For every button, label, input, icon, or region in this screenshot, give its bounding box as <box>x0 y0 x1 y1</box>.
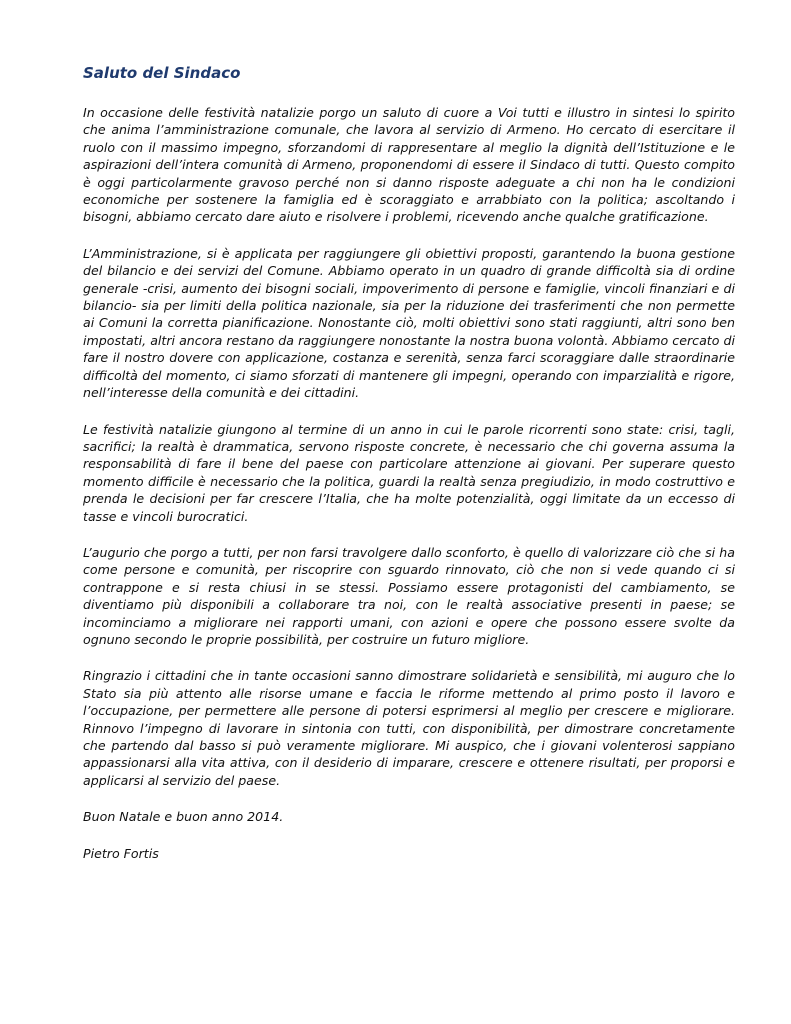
paragraph-thanks: Ringrazio i cittadini che in tante occasioni sanno dimostrare solidarietà e sensibilità, mi auguro che lo Stato sia più attento alle risorse umane e faccia le riforme mettendo al primo posto il lavoro e l’occupazione, per permettere alle persone di potersi esprimersi al meglio per crescere e migliorare. Rinnovo l’impegno di lavorare in sintonia con tutti, con disponibilità, per dimostrare concretamente che partendo dal basso si può veramente migliorare. Mi auspico, che i giovani volenterosi sappiano appassionarsi alla vita attiva, con il desiderio di imparare, crescere e ottenere risultati, per proporsi e applicarsi al servizio del paese. <box>83 668 735 788</box>
closing-greeting: Buon Natale e buon anno 2014. <box>83 809 284 825</box>
paragraph-intro: In occasione delle festività natalizie porgo un saluto di cuore a Voi tutti e illustro in sintesi lo spirito che anima l’amministrazione comunale, che lavora al servizio di Armeno. Ho cercato di esercitare il ruolo con il massimo impegno, sforzandomi di rappresentare al meglio la dignità dell’Istituzione e le aspirazioni dell’intera comunità di Armeno, proponendomi di essere il Sindaco di tutti. Questo compito è oggi particolarmente gravoso perché non si danno risposte adeguate a chi non ha le condizioni economiche per sostenere la famiglia ed è scoraggiato e arrabbiato con la politica; ascoltando i bisogni, abbiamo cercato dare aiuto e risolvere i problemi, ricevendo anche qualche gratificazione. <box>83 105 735 225</box>
document-page <box>83 62 735 881</box>
paragraph-holidays: Le festività natalizie giungono al termine di un anno in cui le parole ricorrenti sono state: crisi, tagli, sacrifici; la realtà è drammatica, servono risposte concrete, è necessario che chi governa assuma la responsabilità di fare il bene del paese con particolare attenzione ai giovani. Per superare questo momento difficile è necessario che la politica, guardi la realtà senza pregiudizio, in modo costruttivo e prenda le decisioni per far crescere l’Italia, che ha molte potenzialità, oggi limitate da un eccesso di tasse e vincoli burocratici. <box>83 421 735 524</box>
paragraph-administration: L’Amministrazione, si è applicata per raggiungere gli obiettivi proposti, garantendo la buona gestione del bilancio e dei servizi del Comune. Abbiamo operato in un quadro di grande difficoltà sia di ordine generale -crisi, aumento dei bisogni sociali, impoverimento di persone e famiglie, vincoli finanziari e di bilancio- sia per limiti della politica nazionale, sia per la riduzione dei trasferimenti che non permette ai Comuni la corretta pianificazione. Nonostante ciò, molti obiettivi sono stati raggiunti, altri sono ben impostati, altri ancora restano da raggiungere nonostante la nostra buona volontà. Abbiamo cercato di fare il nostro dovere con applicazione, costanza e serenità, senza farci scoraggiare dalle straordinarie difficoltà del momento, ci siamo sforzati di mantenere gli impegni, operando con imparzialità e rigore, nell’interesse della comunità e dei cittadini. <box>83 245 735 401</box>
document-title: Saluto del Sindaco <box>83 64 241 82</box>
paragraph-wishes: L’augurio che porgo a tutti, per non farsi travolgere dallo sconforto, è quello di valorizzare ciò che si ha come persone e comunità, per riscoprire con sguardo rinnovato, ciò che non si vede quando ci si contrappone e si resta chiusi in se stessi. Possiamo essere protagonisti del cambiamento, se diventiamo più disponibili a collaborare tra noi, con le realtà associative presenti in paese; se incominciamo a migliorare nei rapporti umani, con azioni e opere che possono essere svolte da ognuno secondo le proprie possibilità, per costruire un futuro migliore. <box>83 544 735 647</box>
signature: Pietro Fortis <box>83 845 159 861</box>
